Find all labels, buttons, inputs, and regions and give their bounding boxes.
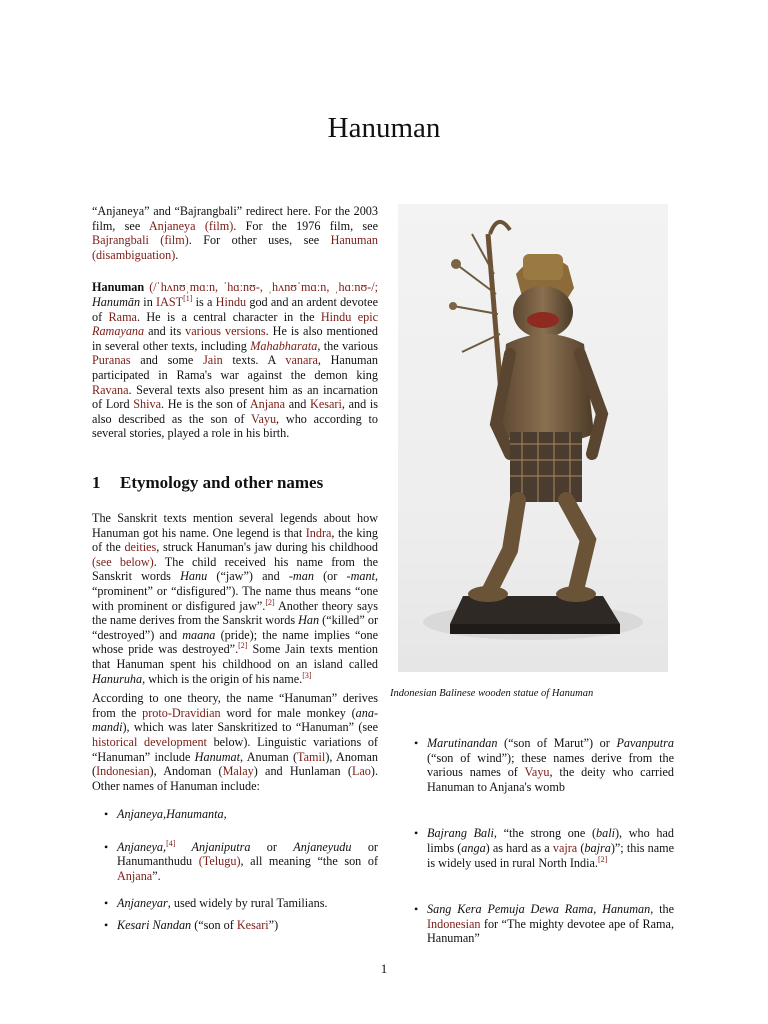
text: ”. <box>152 869 161 884</box>
term-hanuruha: Hanuruha <box>92 671 143 686</box>
link-tamil[interactable]: Tamil <box>297 749 326 764</box>
link-vajra[interactable]: vajra <box>552 840 578 855</box>
section-heading-etymology <box>92 473 323 493</box>
link-hindu-epic[interactable]: Hindu epic <box>320 309 378 324</box>
text: ). Other names of Hanuman include: <box>92 764 379 793</box>
term-mant: -mant <box>346 569 375 584</box>
link-puranas[interactable]: Puranas <box>92 353 131 368</box>
text: is a <box>192 294 216 309</box>
text: and <box>285 397 311 412</box>
link-bajrangbali-film[interactable]: Bajrangbali (film) <box>92 233 189 248</box>
link-mahabharata[interactable] <box>250 339 317 353</box>
text: Some Jain texts mention that Hanuman spent his childhood on an island called <box>92 642 378 671</box>
text: ( <box>577 840 585 855</box>
ref-1[interactable]: [1] <box>183 293 193 303</box>
page-number: 1 <box>380 961 388 976</box>
hatnote-text: . <box>175 247 179 262</box>
text: or Hanumanthudu <box>117 839 378 869</box>
link-see-below[interactable]: (see below) <box>92 554 154 569</box>
text: . The child received his name from the Sanskrit words <box>92 554 379 584</box>
statue-figure <box>398 204 668 672</box>
name-term: Anjaniputra <box>175 839 251 854</box>
text: word for male monkey ( <box>220 705 356 720</box>
text: , Anuman ( <box>240 749 298 764</box>
link-deities[interactable]: deities <box>124 540 157 555</box>
name-term: bajra <box>584 840 611 855</box>
text: , the king of the <box>92 525 378 555</box>
left-column <box>92 204 378 441</box>
text: , struck Hanuman's jaw during his childhood <box>156 540 378 555</box>
text: and its <box>144 324 186 339</box>
link-indra[interactable]: Indra <box>305 525 332 540</box>
link-hindu[interactable]: Hindu <box>215 294 247 309</box>
text: According to one theory, the name “Hanuman” derives from the <box>92 691 378 720</box>
text: )”; this name is widely used in rural North India. <box>427 840 674 870</box>
article-subject: Hanuman <box>92 280 145 295</box>
text: ) and Hunlaman ( <box>253 764 352 779</box>
text: , used widely by rural Tamilians. <box>167 895 328 910</box>
list-item <box>92 918 378 933</box>
link-historical-development[interactable]: historical development <box>92 734 207 749</box>
name-term: Bajrang Bali <box>427 826 494 841</box>
link-vanara[interactable]: vanara <box>285 353 318 368</box>
text: in <box>140 294 157 309</box>
text: , and is also described as the son of <box>92 397 378 426</box>
mahabharata-label: Mahabharata <box>250 338 318 353</box>
text: , Hanuman participated in Rama's war against the demon king <box>92 353 378 382</box>
link-malay[interactable]: Malay <box>222 764 254 779</box>
link-kesari[interactable]: Kesari <box>310 397 342 412</box>
hatnote-text: . For the 1976 film, see <box>233 218 378 233</box>
etymology-paragraph <box>92 511 378 686</box>
name-term: Sang Kera Pemuja Dewa Rama, Hanuman <box>427 902 651 917</box>
text: (or <box>313 569 347 584</box>
text: (“son of wind”); these names derive from the various names of <box>427 750 674 780</box>
text: texts. A <box>222 353 286 368</box>
term-hanumat: Hanumat <box>194 749 241 764</box>
ref-4[interactable]: [4] <box>166 838 176 848</box>
intro-paragraph <box>92 280 378 441</box>
name-term: Anjaneya, <box>117 839 167 854</box>
page-title: Hanuman <box>327 112 441 144</box>
name-term: bali <box>596 826 615 841</box>
text: , all meaning “the son of <box>240 854 378 869</box>
text: below). Linguistic variations of “Hanuman” include <box>92 734 378 764</box>
figure-caption: Indonesian Balinese wooden statue of Hanuman <box>390 688 594 699</box>
text: ), who had limbs ( <box>427 826 674 855</box>
link-anjaneya-film[interactable]: Anjaneya (film) <box>148 218 234 233</box>
link-jain[interactable]: Jain <box>203 353 223 368</box>
name-term: Pavanputra <box>616 736 674 750</box>
text: , who according to several stories, played a role in his birth. <box>92 411 378 441</box>
link-indonesian[interactable]: Indonesian <box>96 764 150 779</box>
link-various-versions[interactable]: various versions <box>185 324 266 339</box>
ref-2[interactable]: [2] <box>265 597 275 607</box>
list-item <box>92 896 378 911</box>
link-proto-dravidian[interactable]: proto-Dravidian <box>142 705 221 720</box>
term-han: Han <box>298 613 320 628</box>
term-man: -man <box>288 569 314 584</box>
text: (pride); the name implies “one whose pride was destroyed”. <box>92 627 379 657</box>
list-item <box>92 840 378 884</box>
link-ramayana[interactable] <box>92 324 144 338</box>
hatnote <box>92 204 378 262</box>
name-term: Kesari Nandan <box>117 918 192 933</box>
link-ipa[interactable]: (/ˈhʌnʊˌmɑːn, ˈhɑːnʊ-, ˌhʌnʊˈmɑːn, ˌhɑːnʊ-/; <box>149 280 378 295</box>
other-names-list <box>92 807 378 933</box>
hatnote-text: . For other uses, see <box>188 233 331 248</box>
link-hanuman-disambiguation[interactable]: Hanuman (disambiguation) <box>92 233 378 262</box>
text: The Sanskrit texts mention several legends about how Hanuman got his name. One legend is that <box>92 511 378 540</box>
list-item <box>402 736 674 794</box>
text: , “prominent” or “disfigured”). The name thus means “one with prominent or disfigured jaw”. <box>92 569 378 613</box>
name-term: Anjaneyudu <box>293 839 352 854</box>
list-item <box>92 807 378 822</box>
text: (“son of <box>191 918 237 933</box>
term-hanu: Hanu <box>180 569 208 584</box>
text: or <box>250 839 294 854</box>
text: ), which was later Sanskritized to “Hanuman” (see <box>122 720 378 735</box>
name-term: Marutinandan <box>427 736 498 750</box>
hanuman-statue-image <box>398 204 668 672</box>
text: ), Andoman ( <box>149 764 223 779</box>
link-indonesian[interactable]: Indonesian <box>427 916 481 931</box>
link-iast[interactable]: IAST <box>156 294 184 309</box>
text: . Several texts also present him as an incarnation of Lord <box>92 382 378 412</box>
iast-name: Hanumān <box>92 294 141 309</box>
text: , “the strong one ( <box>493 826 597 841</box>
link-telugu[interactable]: (Telugu) <box>198 854 241 869</box>
text: . He is a central character in the <box>136 309 321 324</box>
right-column <box>402 736 674 946</box>
text: , the various <box>317 338 378 353</box>
list-item <box>402 826 674 870</box>
ref-2b[interactable]: [2] <box>238 641 248 651</box>
link-anjana[interactable]: Anjana <box>117 869 153 884</box>
text: ), Anoman ( <box>92 749 379 779</box>
link-kesari[interactable]: Kesari <box>236 918 269 933</box>
section-title: Etymology and other names <box>120 473 324 492</box>
etymology-column <box>92 511 378 933</box>
link-shiva[interactable]: Shiva <box>133 397 161 412</box>
other-names-list-continued <box>402 736 674 946</box>
link-rama[interactable]: Rama <box>108 309 137 324</box>
link-anjana[interactable]: Anjana <box>249 397 286 412</box>
text: Another theory says the name derives from the Sanskrit words <box>92 598 378 628</box>
term-ana-mandi: ana-mandi <box>92 705 378 735</box>
name-term: Anjaneyar <box>117 895 168 910</box>
hatnote-text: “Anjaneya” and “Bajrangbali” redirect here. For the 2003 film, see <box>92 204 378 233</box>
text: (“killed” or “destroyed”) and <box>92 613 379 642</box>
text: and some <box>130 353 204 368</box>
list-item <box>402 902 674 946</box>
ref-2c[interactable]: [2] <box>597 854 608 864</box>
name-term: anga <box>461 840 486 855</box>
text: (“son of Marut”) or <box>497 736 617 750</box>
theory-paragraph <box>92 691 378 793</box>
text: , the deity who carried Hanuman to Anjana's womb <box>427 765 674 794</box>
text: , which is the origin of his name. <box>142 671 303 686</box>
text: (“jaw”) and <box>207 569 289 584</box>
ramayana-label: Ramayana <box>92 324 145 339</box>
text: god and an ardent devotee of <box>92 294 378 324</box>
text: ) as hard as a <box>485 840 553 855</box>
link-vayu[interactable]: Vayu <box>251 411 277 426</box>
term-maana: maana <box>182 627 216 642</box>
link-lao[interactable]: Lao <box>351 764 371 779</box>
ref-3[interactable]: [3] <box>302 670 312 680</box>
text: for “The mighty devotee ape of Rama, Hanuman” <box>427 916 674 946</box>
link-vayu[interactable]: Vayu <box>524 765 550 780</box>
name-term: Anjaneya,Hanumanta, <box>117 807 227 822</box>
text: , the <box>650 902 675 917</box>
text: . He is also mentioned in several other texts, including <box>92 324 378 353</box>
text: . He is the son of <box>161 397 250 412</box>
section-number: 1 <box>92 473 101 492</box>
link-ravana[interactable]: Ravana <box>92 382 129 397</box>
text: ”) <box>268 918 279 933</box>
